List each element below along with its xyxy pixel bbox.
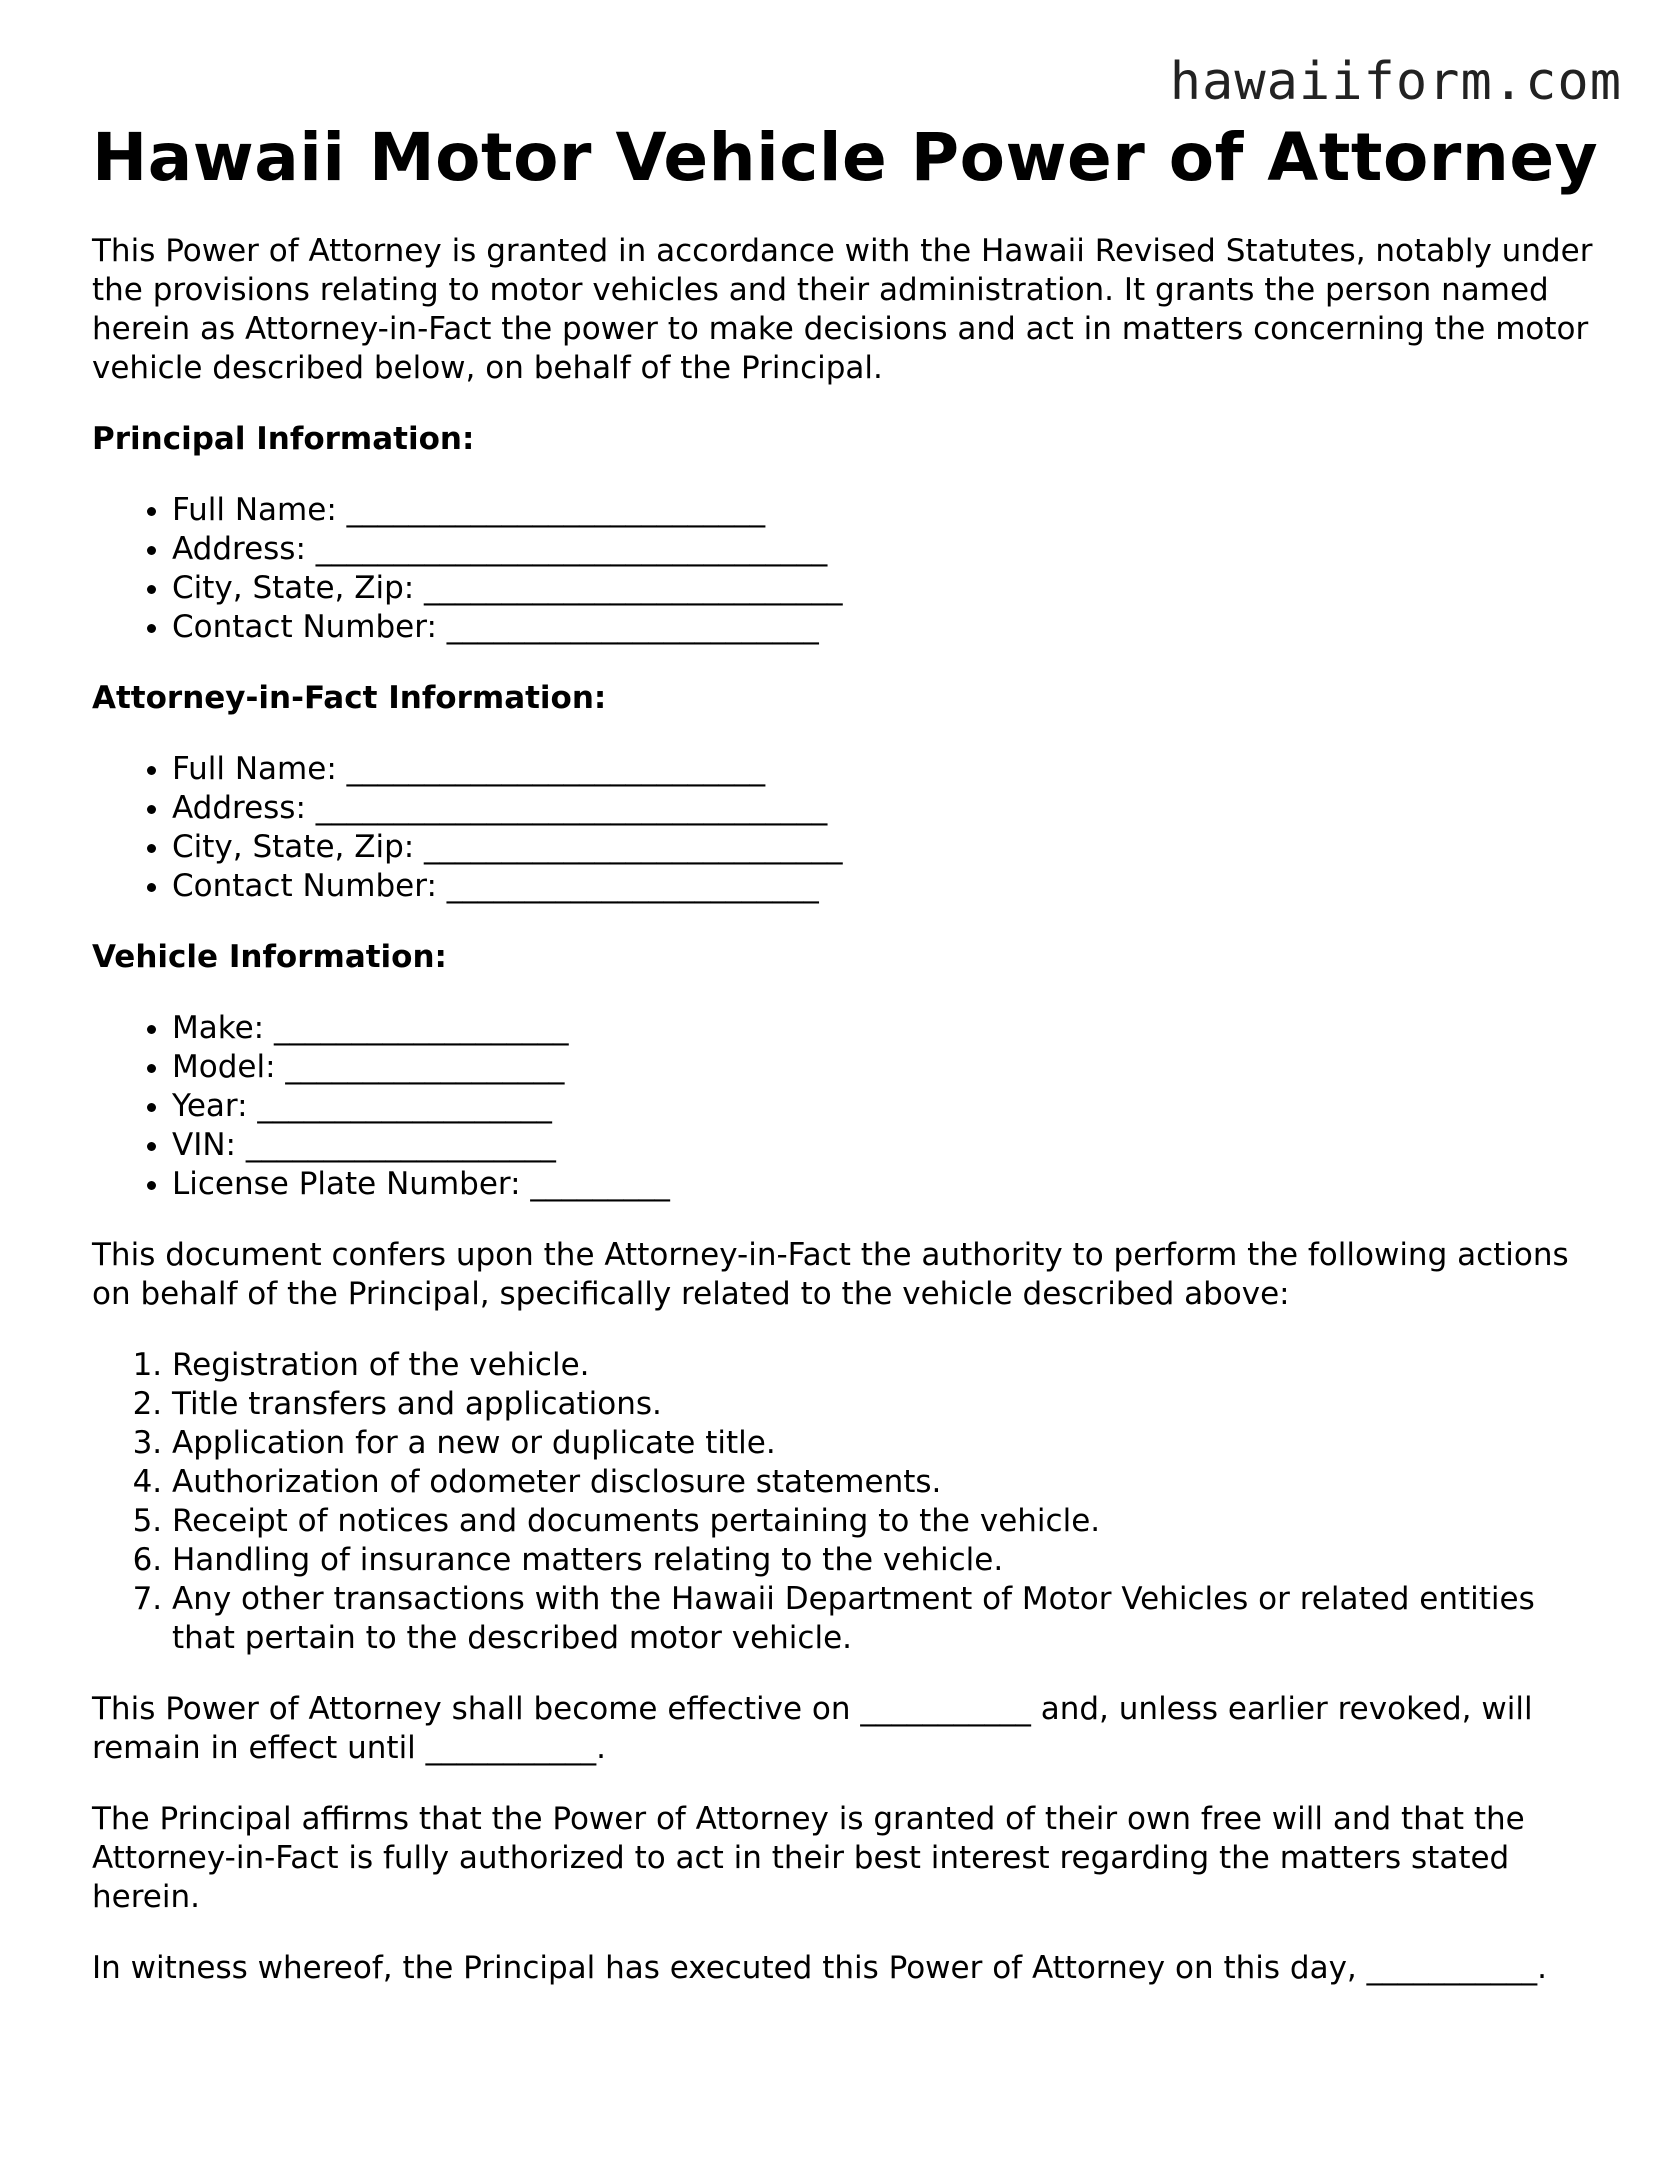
attorney-full-name-field: • Full Name: ___________________________	[172, 750, 1602, 789]
document-title: Hawaii Motor Vehicle Power of Attorney	[92, 119, 1599, 196]
powers-list	[92, 1346, 1602, 1658]
attorney-heading: Attorney-in-Fact Information:	[92, 680, 607, 716]
document-body	[92, 118, 1602, 1988]
vehicle-license-plate-field: • License Plate Number: _________	[172, 1165, 1602, 1204]
vehicle-fields-list	[92, 1009, 1602, 1204]
power-item: 3. Application for a new or duplicate title.	[172, 1424, 1602, 1463]
authority-intro-paragraph: This document confers upon the Attorney-in-Fact the authority to perform the following actions on behalf of the Principal, specifically related to the vehicle described above:	[92, 1237, 1569, 1312]
witness-paragraph: In witness whereof, the Principal has executed this Power of Attorney on this day, ___________.	[92, 1950, 1547, 1986]
attorney-fields-list	[92, 750, 1602, 906]
power-item: 5. Receipt of notices and documents pertaining to the vehicle.	[172, 1502, 1602, 1541]
attorney-city-state-zip-field: • City, State, Zip: ___________________________	[172, 828, 1602, 867]
principal-address-field: • Address: _________________________________	[172, 530, 1602, 569]
attorney-contact-number-field: • Contact Number: ________________________	[172, 867, 1602, 906]
principal-contact-number-field: • Contact Number: ________________________	[172, 608, 1602, 647]
vehicle-model-field: • Model: __________________	[172, 1048, 1602, 1087]
power-item: 1. Registration of the vehicle.	[172, 1346, 1602, 1385]
vehicle-vin-field: • VIN: ____________________	[172, 1126, 1602, 1165]
principal-city-state-zip-field: • City, State, Zip: ___________________________	[172, 569, 1602, 608]
vehicle-year-field: • Year: ___________________	[172, 1087, 1602, 1126]
principal-heading: Principal Information:	[92, 421, 475, 457]
effective-dates-paragraph: This Power of Attorney shall become effective on ___________ and, unless earlier revoked, will remain in effect until ___________.	[92, 1691, 1533, 1766]
principal-full-name-field: • Full Name: ___________________________	[172, 491, 1602, 530]
principal-fields-list	[92, 491, 1602, 647]
power-item: 4. Authorization of odometer disclosure statements.	[172, 1463, 1602, 1502]
power-item: 6. Handling of insurance matters relating to the vehicle.	[172, 1541, 1602, 1580]
site-watermark: hawaiiform.com	[1169, 52, 1622, 112]
affirmation-paragraph: The Principal affirms that the Power of Attorney is granted of their own free will and that the Attorney-in-Fact is fully authorized to act in their best interest regarding the matters stated herein.	[92, 1801, 1525, 1915]
power-item: 2. Title transfers and applications.	[172, 1385, 1602, 1424]
intro-paragraph: This Power of Attorney is granted in accordance with the Hawaii Revised Statutes, notably under the provisions relating to motor vehicles and their administration. It grants the person named herein as Attorney-in-Fact the power to make decisions and act in matters concerning the motor vehicle described below, on behalf of the Principal.	[92, 233, 1593, 386]
power-item: 7. Any other transactions with the Hawaii Department of Motor Vehicles or related entities that pertain to the described motor vehicle.	[172, 1580, 1602, 1658]
vehicle-make-field: • Make: ___________________	[172, 1009, 1602, 1048]
attorney-address-field: • Address: _________________________________	[172, 789, 1602, 828]
vehicle-heading: Vehicle Information:	[92, 939, 447, 975]
